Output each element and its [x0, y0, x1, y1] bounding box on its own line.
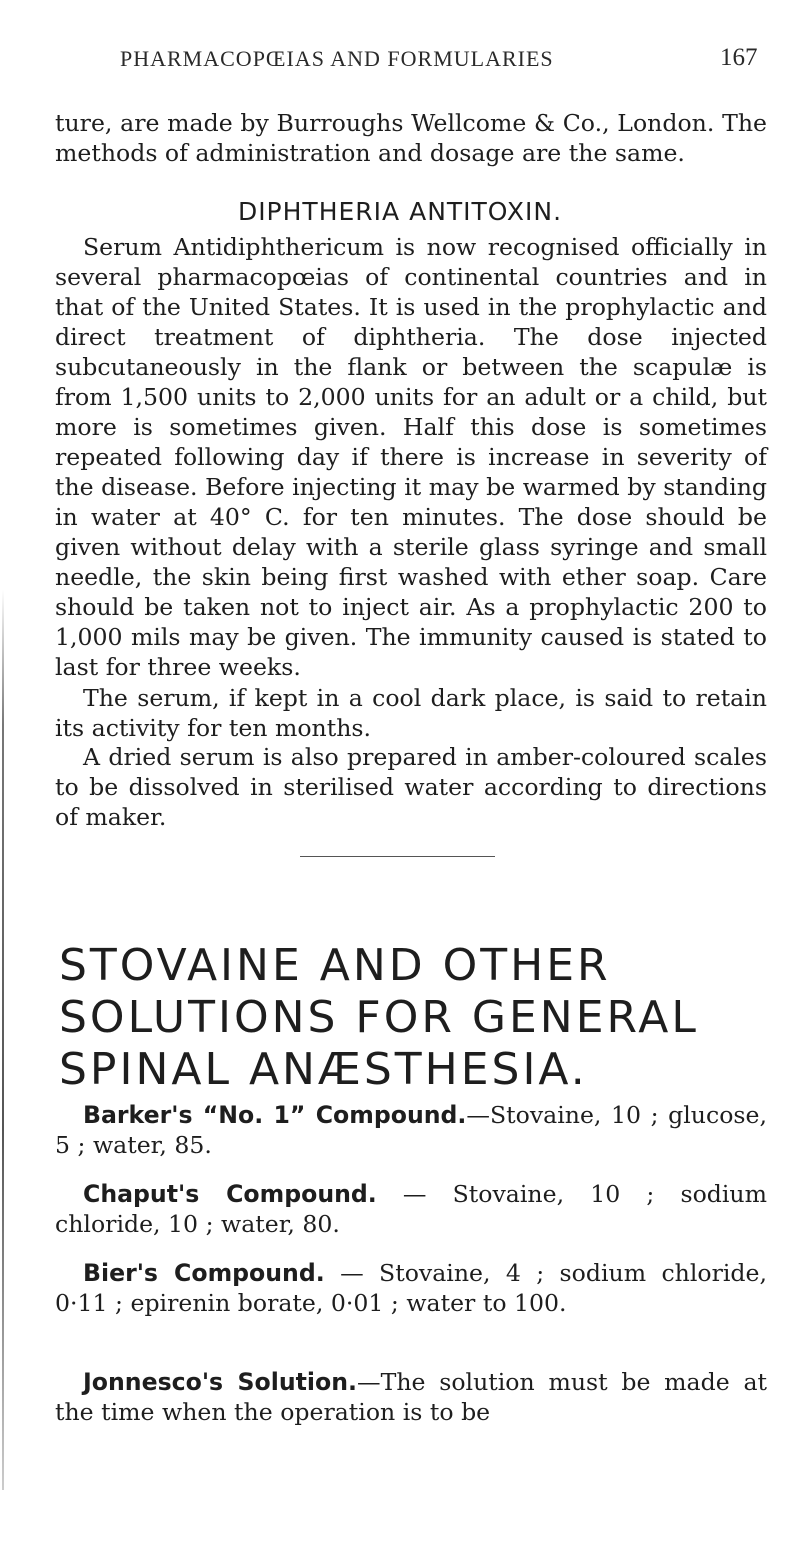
formula-entry-barker: [55, 1100, 767, 1160]
diphtheria-heading: DIPHTHERIA ANTITOXIN.: [237, 197, 563, 226]
diphtheria-paragraph: Serum Antidiphthericum is now recognised officially in several pharmacopœias of continental countries and in that of the United States. It is used in the prophylactic and direct treatment of diphtheria. The dose injected subcutaneously in the flank or between the scapulæ is from 1,500 units to 2,000 units for an adult or a child, but more is sometimes given. Half this dose is sometimes repeated following day if there is increase in severity of the disease. Before injecting it may be warmed by standing in water at 40° C. for ten minutes. The dose should be given without delay with a sterile glass syringe and small needle, the skin being first washed with ether soap. Care should be taken not to inject air. As a prophylactic 200 to 1,000 mils may be given. The immunity caused is stated to last for three weeks.: [55, 233, 767, 681]
formula-entry-bier: [55, 1258, 767, 1318]
dried-serum-paragraph: A dried serum is also prepared in amber-coloured scales to be dissolved in sterilised water according to directions of maker.: [55, 743, 767, 831]
stovaine-heading-line: SOLUTIONS FOR GENERAL: [59, 992, 699, 1043]
storage-paragraph: The serum, if kept in a cool dark place, is said to retain its activity for ten months.: [55, 684, 767, 742]
stovaine-heading-line: SPINAL ANÆSTHESIA.: [59, 1044, 588, 1095]
formula-entry-jonnesco: [55, 1367, 767, 1427]
page-number: 167: [720, 44, 758, 71]
formula-label: Jonnesco's Solution.: [83, 1368, 357, 1396]
formula-text: —Stovaine, 10 ; glucose, 5 ; water, 85.: [55, 1101, 767, 1159]
stovaine-heading-line: STOVAINE AND OTHER: [59, 940, 611, 991]
formula-label: Chaput's Compound.: [83, 1180, 377, 1208]
formula-label: Barker's “No. 1” Compound.: [83, 1101, 467, 1129]
formula-label: Bier's Compound.: [83, 1259, 325, 1287]
formula-text: — Stovaine, 10 ; sodium chloride, 10 ; water, 80.: [55, 1180, 767, 1238]
formula-text: —The solution must be made at the time when the operation is to be: [55, 1368, 767, 1426]
formula-entry-chaput: [55, 1179, 767, 1239]
section-divider: [300, 856, 495, 857]
running-header: PHARMACOPŒIAS AND FORMULARIES: [120, 46, 554, 71]
page-edge-shadow: [2, 590, 4, 1490]
formula-text: — Stovaine, 4 ; sodium chloride, 0·11 ; epirenin borate, 0·01 ; water to 100.: [55, 1259, 767, 1317]
intro-paragraph: ture, are made by Burroughs Wellcome & Co., London. The methods of administration and dosage are the same.: [55, 109, 767, 167]
stovaine-heading: [59, 940, 699, 1096]
